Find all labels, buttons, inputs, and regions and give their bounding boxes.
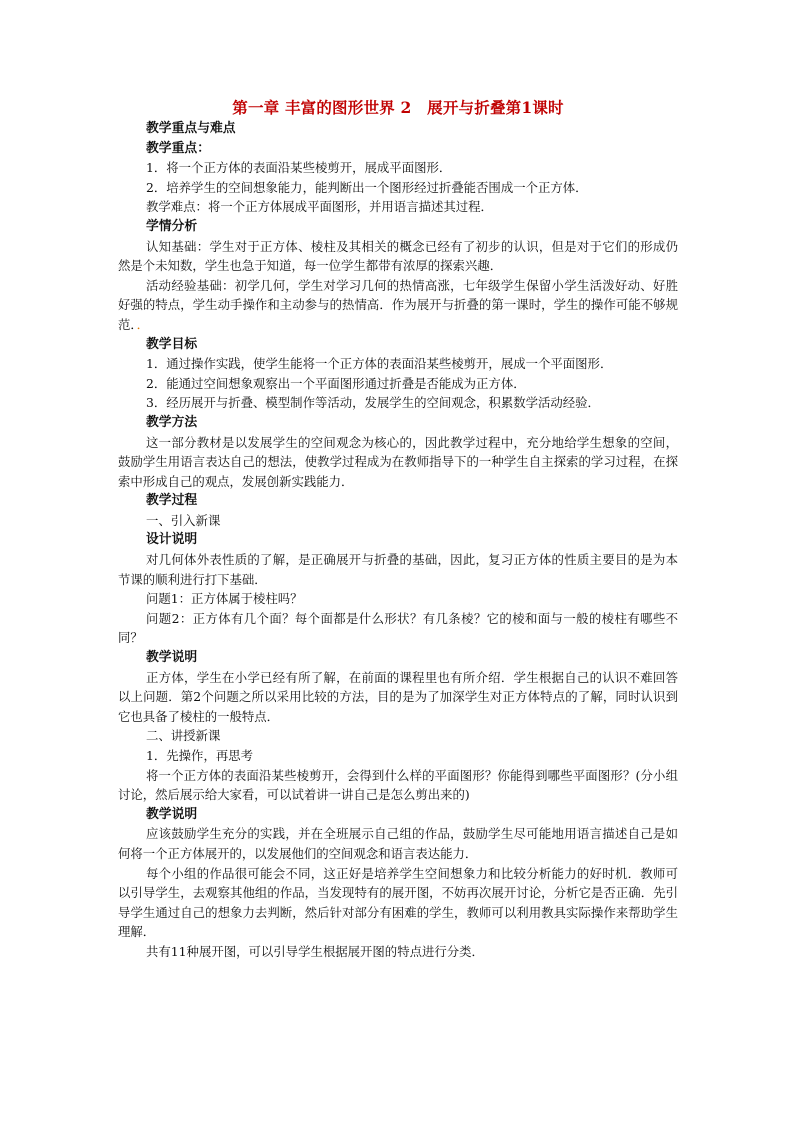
step-2: 二、讲授新课 — [146, 728, 221, 744]
document-page — [118, 97, 678, 962]
situation-paragraph-1: 认知基础：学生对于正方体、棱柱及其相关的概念已经有了初步的认识，但是对于它们的形成仍然是个未知数，学生也急于知道，每一位学生都带有浓厚的探索兴趣． — [118, 238, 678, 274]
page-title: 第一章 丰富的图形世界 2 展开与折叠第1课时 — [232, 98, 564, 117]
heading-explain-2: 教学说明 — [146, 806, 198, 822]
explain-paragraph-2a: 应该鼓励学生充分的实践，并在全班展示自己组的作品，鼓励学生尽可能地用语言描述自己是如何将一个正方体展开的，以发展他们的空间观念和语言表达能力． — [118, 826, 678, 861]
heading-key-difficult: 教学重点与难点 — [146, 121, 236, 136]
situation-paragraph-2-text: 活动经验基础：初学几何，学生对学习几何的热情高涨，七年级学生保留小学生活泼好动、好胜好强的特点，学生动手操作和主动参与的热情高．作为展开与折叠的第一课时，学生的操作可能不够规范． — [118, 277, 678, 332]
goal-2: 2．能通过空间想象观察出一个平面图形通过折叠是否能成为正方体． — [146, 375, 526, 391]
explain-paragraph-1: 正方体，学生在小学已经有所了解，在前面的课程里也有所介绍．学生根据自己的认识不难回答以上问题．第2个问题之所以采用比较的方法，目的是为了加深学生对正方体特点的了解，同时认识到它也具备了棱柱的一般特点． — [118, 669, 678, 724]
question-2: 问题2：正方体有几个面？每个面都是什么形状？有几条棱？它的棱和面与一般的棱柱有哪些不同？ — [118, 610, 678, 646]
step-1: 一、引入新课 — [146, 512, 221, 528]
explain-paragraph-2b: 每个小组的作品很可能会不同，这正好是培养学生空间想象力和比较分析能力的好时机．教师可以引导学生，去观察其他组的作品，当发现特有的展开图，不妨再次展开讨论，分析它是否正确．先引导学生通过自己的想象力去判断，然后针对部分有困难的学生，教师可以利用教具实际操作来帮助学生理解． — [118, 865, 678, 940]
heading-goal: 教学目标 — [146, 336, 198, 352]
method-paragraph: 这一部分教材是以发展学生的空间观念为核心的，因此教学过程中，充分地给学生想象的空间，鼓励学生用语言表达自己的想法，使教学过程成为在教师指导下的一种学生自主探索的学习过程，在探索中形成自己的观点，发展创新实践能力． — [118, 434, 678, 489]
key-point-2: 2．培养学生的空间想象能力，能判断出一个图形经过折叠能否围成一个正方体． — [146, 179, 588, 195]
task-paragraph: 将一个正方体的表面沿某些棱剪开，会得到什么样的平面图形？你能得到哪些平面图形？(分小组讨论，然后展示给大家看，可以试着讲一讲自己是怎么剪出来的) — [118, 767, 678, 803]
heading-design: 设计说明 — [146, 532, 198, 548]
sub-step-1: 1．先操作，再思考 — [146, 748, 254, 763]
key-point-1: 1．将一个正方体的表面沿某些棱剪开，展成平面图形． — [146, 160, 452, 176]
summary-paragraph: 共有11种展开图，可以引导学生根据展开图的特点进行分类． — [146, 943, 484, 959]
question-1: 问题1：正方体属于棱柱吗？ — [146, 591, 303, 607]
heading-method: 教学方法 — [146, 414, 198, 430]
heading-process: 教学过程 — [146, 493, 198, 509]
difficult-point: 教学难点：将一个正方体展成平面图形，并用语言描述其过程． — [146, 199, 493, 215]
heading-key: 教学重点： — [146, 140, 210, 156]
goal-3: 3．经历展开与折叠、模型制作等活动，发展学生的空间观念，积累数学活动经验． — [146, 395, 600, 411]
design-paragraph: 对几何体外表性质的了解，是正确展开与折叠的基础，因此，复习正方体的性质主要目的是为本节课的顺利进行打下基础． — [118, 552, 678, 587]
orange-mark: ． — [136, 316, 149, 332]
heading-situation: 学情分析 — [146, 218, 198, 234]
goal-1: 1．通过操作实践，使学生能将一个正方体的表面沿某些棱剪开，展成一个平面图形． — [146, 356, 613, 372]
situation-paragraph-2 — [118, 276, 678, 335]
heading-explain-1: 教学说明 — [146, 650, 198, 666]
